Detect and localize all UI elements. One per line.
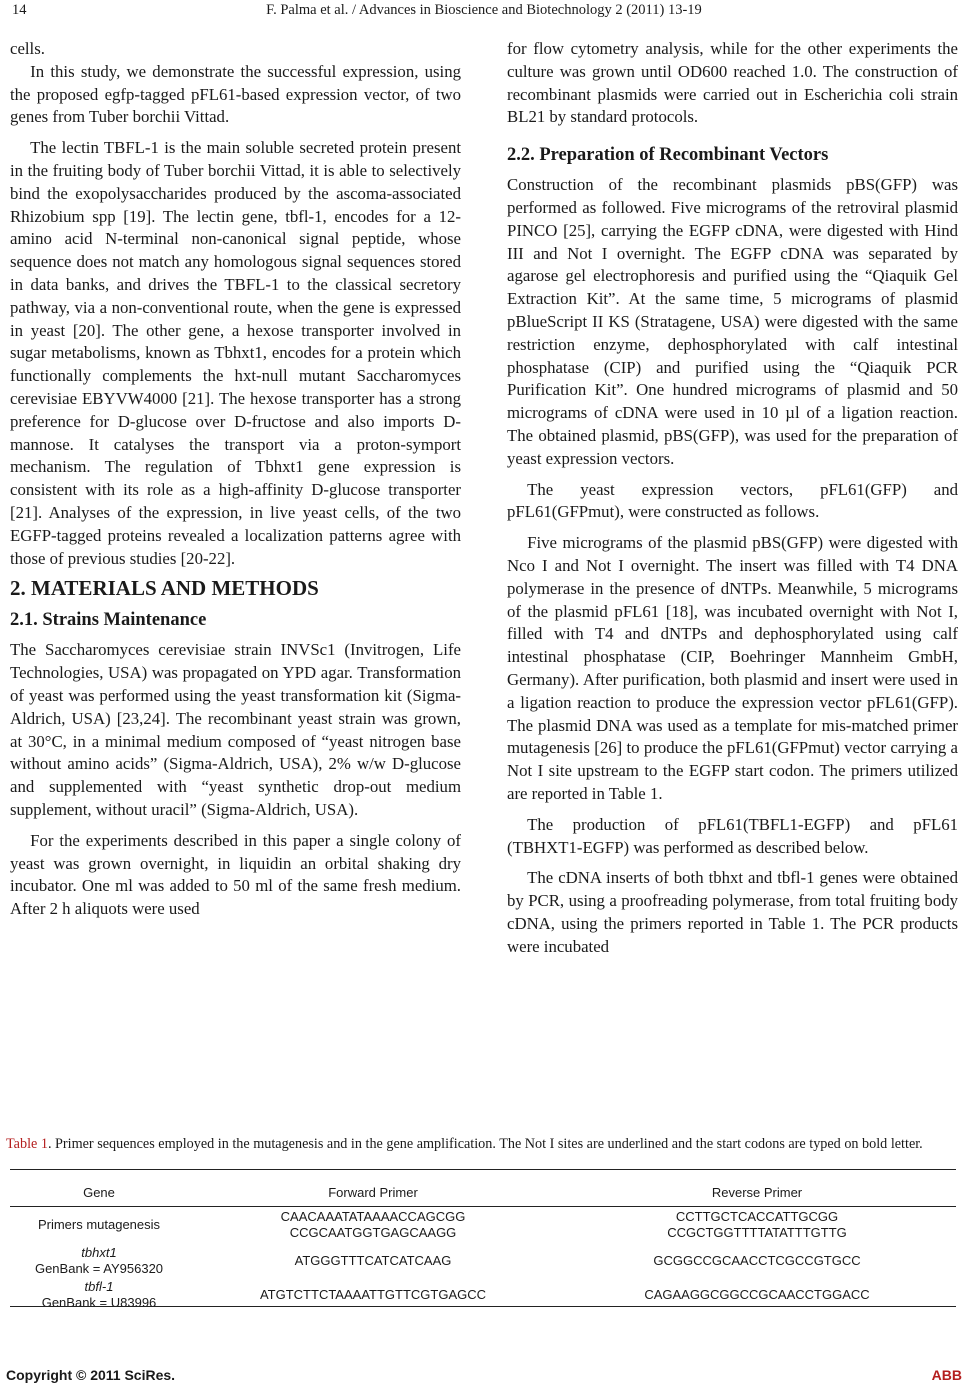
table-bottom-rule xyxy=(10,1306,956,1307)
table-cell: Primers mutagenesis xyxy=(37,1217,161,1232)
primer-sequence: CAACAAATATAAAACCAGCGG xyxy=(280,1209,466,1224)
table-cell xyxy=(188,1244,558,1278)
primer-sequence: CAGAAGGCGGCCGCAACCTGGACC xyxy=(644,1287,870,1302)
genbank-id: GenBank = U83996 xyxy=(41,1295,157,1310)
table-header-rule xyxy=(10,1206,956,1207)
left-column xyxy=(10,38,461,921)
table-caption xyxy=(6,1135,964,1154)
running-title: F. Palma et al. / Advances in Bioscience and Biotechnology 2 (2011) 13-19 xyxy=(266,2,702,18)
genbank-id: GenBank = AY956320 xyxy=(34,1261,164,1276)
subsection-heading: 2.2. Preparation of Recombinant Vectors xyxy=(507,145,829,166)
paragraph: The Saccharomyces cerevisiae strain INVSc1 (Invitrogen, Life Technologies, USA) was propagated on YPD agar. Transformation of yeast was performed using the yeast transformation kit (Sigma-Aldrich, USA) [23,24]. The recombinant yeast strain was grown, at 30°C, in a minimal medium composed of “yeast nitrogen base without amino acids” (Sigma-Aldrich, USA), 2% w/w D-glucose and supplemented with “yeast synthetic drop-out medium supplement, without uracil” (Sigma-Aldrich, USA). xyxy=(10,640,461,819)
primer-sequence: CCGCTGGTTTTATATTTGTTG xyxy=(667,1225,847,1240)
paragraph: Construction of the recombinant plasmids pBS(GFP) was performed as followed. Five micrograms of the retroviral plasmid PINCO [25], carrying the EGFP cDNA, were digested with Hind III and Not I overnight. The EGFP cDNA was separated by agarose gel electrophoresis and purified using the “Qiaquik Gel Extraction Kit”. At the same time, 5 micrograms of plasmid pBlueScript II KS (Stratagene, USA) were digested with the same restriction enzyme, dephosphorylated with calf intestinal phosphatase (CIP) and purified using the “Qiaquik PCR Purification Kit”. One hundred micrograms of plasmid and 50 micrograms of cDNA were used in 10 µl of a ligation reaction. The obtained plasmid, pBS(GFP), was used for the preparation of yeast expression vectors. xyxy=(507,175,958,468)
table-cell xyxy=(558,1244,956,1278)
table-row xyxy=(10,1206,956,1244)
table-header-row xyxy=(10,1168,956,1206)
table-cell xyxy=(188,1206,558,1244)
paragraph: In this study, we demonstrate the successful expression, using the proposed egfp-tagged pFL61-based expression vector, of two genes from Tuber borchii Vittad. xyxy=(10,61,461,127)
paragraph: for flow cytometry analysis, while for the other experiments the culture was grown until OD600 reached 1.0. The construction of recombinant plasmids were carried out in Escherichia coli strain BL21 by standard protocols. xyxy=(507,39,958,127)
paragraph: The yeast expression vectors, pFL61(GFP) and pFL61(GFPmut), were constructed as follows. xyxy=(507,479,958,522)
paragraph: cells. xyxy=(10,39,45,58)
primer-sequence: ATGTCTTCTAAAATTGTTCGTGAGCC xyxy=(259,1287,487,1302)
subsection-heading: 2.1. Strains Maintenance xyxy=(10,610,207,631)
table-caption-label: Table 1 xyxy=(6,1136,48,1152)
page-number: 14 xyxy=(12,2,27,18)
paragraph: The production of pFL61(TBFL1-EGFP) and pFL61 (TBHXT1-EGFP) was performed as described below. xyxy=(507,814,958,857)
primer-sequence: CCGCAATGGTGAGCAAGG xyxy=(289,1225,457,1240)
table-header-cell: Gene xyxy=(83,1184,115,1200)
paragraph: For the experiments described in this paper a single colony of yeast was grown overnight, in liquidin an orbital shaking dry incubator. One ml was added to 50 ml of the same fresh medium. After 2 h aliquots were used xyxy=(10,830,461,919)
paragraph: The lectin TBFL-1 is the main soluble secreted protein present in the fruiting body of Tuber borchii Vittad, it is able to selectively bind the exopolysaccharides produced by the ascoma-associated Rhizobium spp [19]. The lectin gene, tbfl-1, encodes for a 12-amino acid N-terminal non-canonical signal peptide, whose sequence does not match any homologous signal sequences stored in data banks, and drives the TBFL-1 to the classical secretory pathway, via a non-conventional route, when the gene is expressed in yeast [20]. The other gene, a hexose transporter involved in sugar metabolisms, known as Tbhxt1, encodes for a protein which functionally complements the hxt-null mutant Saccharomyces cerevisiae EBYVW4000 [21]. The hexose transporter has a strong preference for D-glucose over D-fructose and also imports D-mannose. It catalyses the transport via a proton-symport mechanism. The regulation of Tbhxt1 gene expression is consistent with its role as a high-affinity D-glucose transporter [21]. Analyses of the expression, in live yeast cells, of the two EGFP-tagged proteins revealed a localization patterns agree with those of previous studies [20-22]. xyxy=(10,138,461,568)
paragraph: Five micrograms of the plasmid pBS(GFP) were digested with Nco I and Not I overnight. The insert was filled with T4 DNA polymerase in the presence of dNTPs. Meanwhile, 5 micrograms of the plasmid pFL61 [18], was incubated overnight with Not I, filled with T4 and dNTPs and dephosphorylated using calf intestinal phosphatase (CIP, Boehringer Mannheim GmbH, Germany). After purification, both plasmid and insert were used in a ligation reaction to produce the expression vector pFL61(GFP). The plasmid DNA was used as a template for mis-matched primer mutagenesis [26] to produce the pFL61(GFPmut) vector carrying a Not I site upstream to the EGFP start codon. The primers utilized are reported in Table 1. xyxy=(507,533,958,803)
right-column xyxy=(507,38,958,958)
gene-name: tbhxt1 xyxy=(81,1245,117,1260)
table-cell xyxy=(558,1206,956,1244)
primer-sequence: GCGGCCGCAACCTCGCCGTGCC xyxy=(653,1253,861,1268)
table-header-cell: Reverse Primer xyxy=(711,1184,803,1200)
table-caption-text: . Primer sequences employed in the mutagenesis and in the gene amplification. The Not I sites are underlined and the start codons are typed on bold letter. xyxy=(47,1136,923,1152)
paragraph: The cDNA inserts of both tbhxt and tbfl-1 genes were obtained by PCR, using a proofreading polymerase, from total fruiting body cDNA, using the primers reported in Table 1. The PCR products were incubated xyxy=(507,868,958,956)
table-row xyxy=(10,1244,956,1278)
primer-table xyxy=(10,1168,956,1312)
gene-name: tbfl-1 xyxy=(84,1279,114,1294)
table-header-cell: Forward Primer xyxy=(328,1184,418,1200)
footer-journal: ABB xyxy=(931,1367,962,1383)
primer-sequence: ATGGGTTTCATCATCAAG xyxy=(294,1253,452,1268)
section-heading: 2. MATERIALS AND METHODS xyxy=(10,576,319,601)
primer-sequence: CCTTGCTCACCATTGCGG xyxy=(675,1209,839,1224)
footer-copyright: Copyright © 2011 SciRes. xyxy=(6,1367,176,1383)
table-cell xyxy=(10,1244,188,1278)
